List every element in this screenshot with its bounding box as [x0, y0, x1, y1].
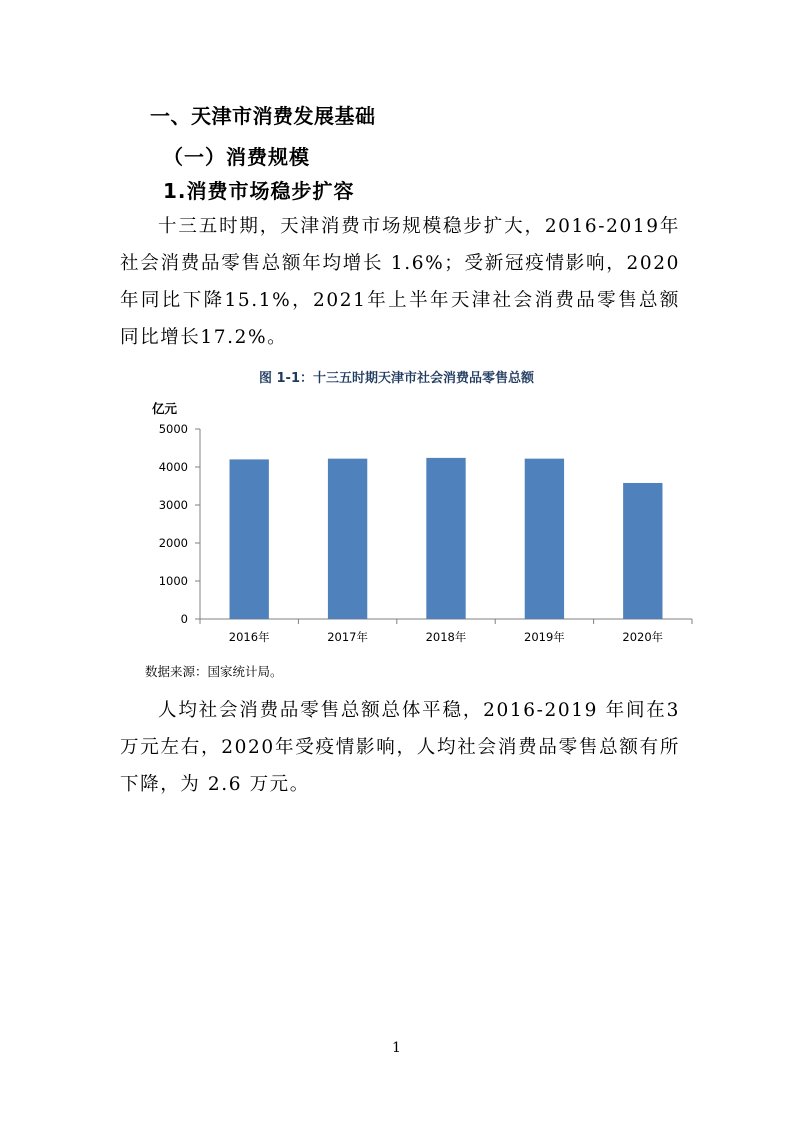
y-tick-label: 0 [180, 612, 188, 626]
y-tick-label: 2000 [158, 536, 188, 550]
y-tick-label: 5000 [158, 422, 188, 436]
subsection-heading: （一）消费规模 [163, 145, 310, 169]
body-paragraph-1: 十三五时期，天津消费市场规模稳步扩大，2016-2019年社会消费品零售总额年均增长 1.6%；受新冠疫情影响，2020年同比下降15.1%，2021年上半年天津社会消费品零售总额同比增长17.2%。 [120, 216, 680, 348]
bar-2018年 [426, 458, 465, 619]
bar-2019年 [525, 459, 564, 619]
x-tick-label: 2017年 [327, 630, 368, 644]
x-tick-label: 2019年 [524, 630, 565, 644]
chart-caption: 图 1-1：十三五时期天津市社会消费品零售总额 [258, 371, 534, 386]
bar-2016年 [230, 459, 269, 619]
bar-2017年 [328, 459, 367, 619]
data-source-note: 数据来源：国家统计局。 [145, 664, 283, 679]
x-tick-label: 2018年 [425, 630, 467, 644]
x-tick-label: 2016年 [228, 630, 270, 644]
page-number: 1 [392, 1040, 401, 1056]
bar-2020年 [623, 483, 662, 619]
y-tick-label: 4000 [158, 460, 188, 474]
y-tick-label: 1000 [158, 574, 188, 588]
x-tick-label: 2020年 [622, 630, 664, 644]
retail-sales-bar-chart [140, 395, 700, 660]
y-axis-unit-label: 亿元 [152, 401, 178, 416]
sub-subsection-heading: 1.消费市场稳步扩容 [163, 179, 355, 203]
section-heading: 一、天津市消费发展基础 [150, 104, 376, 128]
y-tick-label: 3000 [158, 498, 188, 512]
body-paragraph-2: 人均社会消费品零售总额总体平稳，2016-2019 年间在3万元左右，2020年受疫情影响，人均社会消费品零售总额有所下降，为 2.6 万元。 [120, 700, 680, 795]
